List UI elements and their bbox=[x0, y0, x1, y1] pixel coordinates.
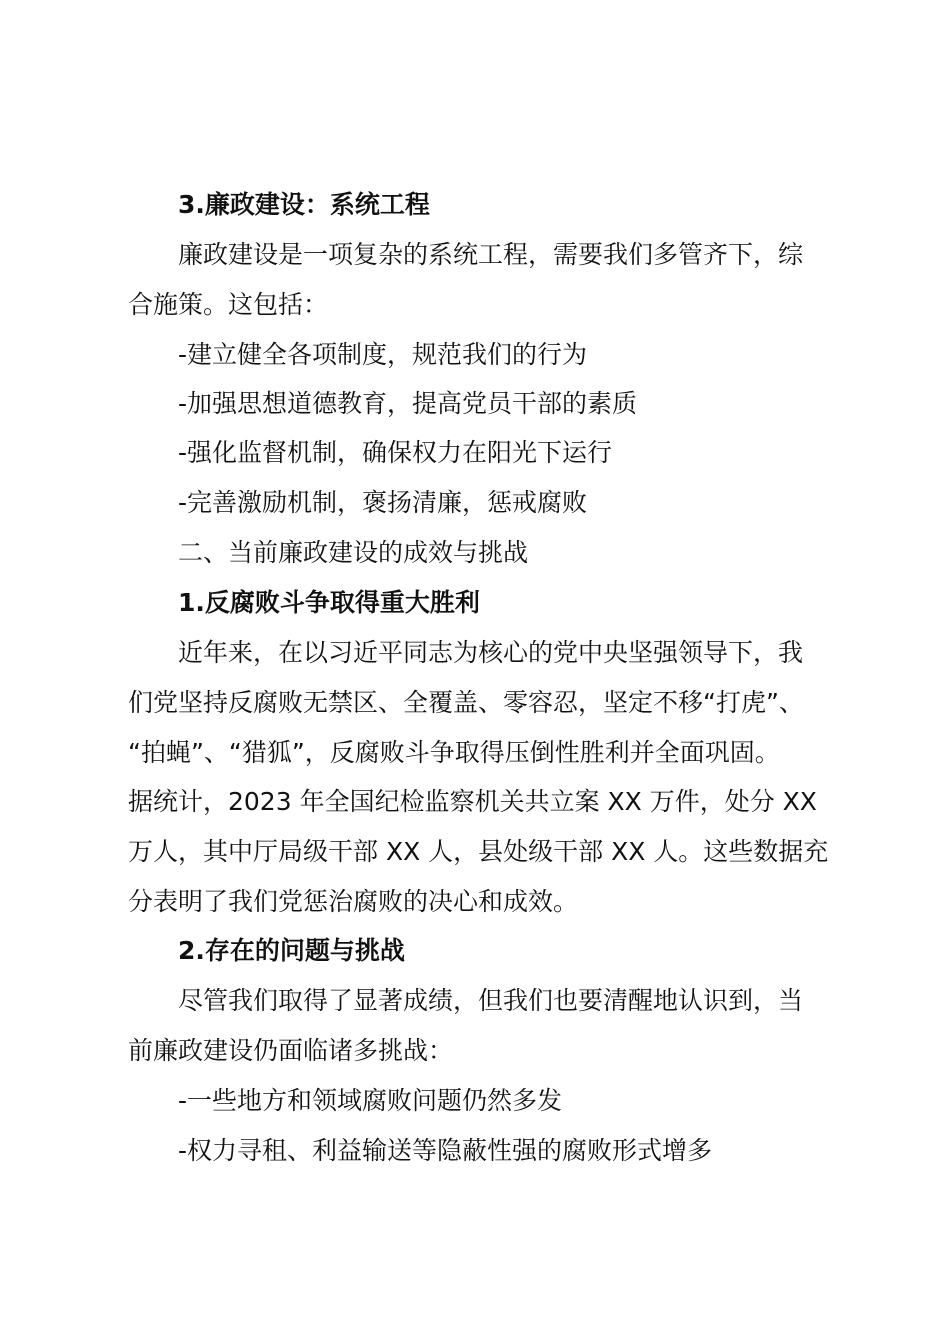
paragraph-line: 近年来，在以习近平同志为核心的党中央坚强领导下，我 bbox=[178, 638, 804, 667]
section-heading-problems: 2.存在的问题与挑战 bbox=[178, 936, 405, 965]
paragraph-line: 据统计，2023 年全国纪检监察机关共立案 XX 万件，处分 XX bbox=[128, 787, 817, 816]
list-item: -建立健全各项制度，规范我们的行为 bbox=[178, 340, 588, 369]
paragraph-line: 尽管我们取得了显著成绩，但我们也要清醒地认识到，当 bbox=[178, 986, 804, 1015]
section-heading-integrity-system: 3.廉政建设：系统工程 bbox=[178, 190, 430, 219]
list-item: -强化监督机制，确保权力在阳光下运行 bbox=[178, 438, 613, 467]
paragraph-line: 合施策。这包括： bbox=[128, 290, 329, 319]
list-item: -完善激励机制，褒扬清廉，惩戒腐败 bbox=[178, 488, 588, 517]
paragraph-line: 廉政建设是一项复杂的系统工程，需要我们多管齐下，综 bbox=[178, 240, 804, 269]
section-heading-achievements: 1.反腐败斗争取得重大胜利 bbox=[178, 588, 480, 617]
paragraph-line: “拍蝇”、“猎狐”，反腐败斗争取得压倒性胜利并全面巩固。 bbox=[128, 738, 780, 767]
chapter-heading: 二、当前廉政建设的成效与挑战 bbox=[178, 538, 529, 567]
list-item: -权力寻租、利益输送等隐蔽性强的腐败形式增多 bbox=[178, 1136, 713, 1165]
paragraph-line: 万人，其中厅局级干部 XX 人，县处级干部 XX 人。这些数据充 bbox=[128, 837, 829, 866]
paragraph-line: 分表明了我们党惩治腐败的决心和成效。 bbox=[128, 887, 579, 916]
paragraph-line: 前廉政建设仍面临诸多挑战： bbox=[128, 1036, 454, 1065]
list-item: -加强思想道德教育，提高党员干部的素质 bbox=[178, 389, 638, 418]
list-item: -一些地方和领域腐败问题仍然多发 bbox=[178, 1086, 563, 1115]
paragraph-line: 们党坚持反腐败无禁区、全覆盖、零容忍，坚定不移“打虎”、 bbox=[128, 688, 804, 717]
